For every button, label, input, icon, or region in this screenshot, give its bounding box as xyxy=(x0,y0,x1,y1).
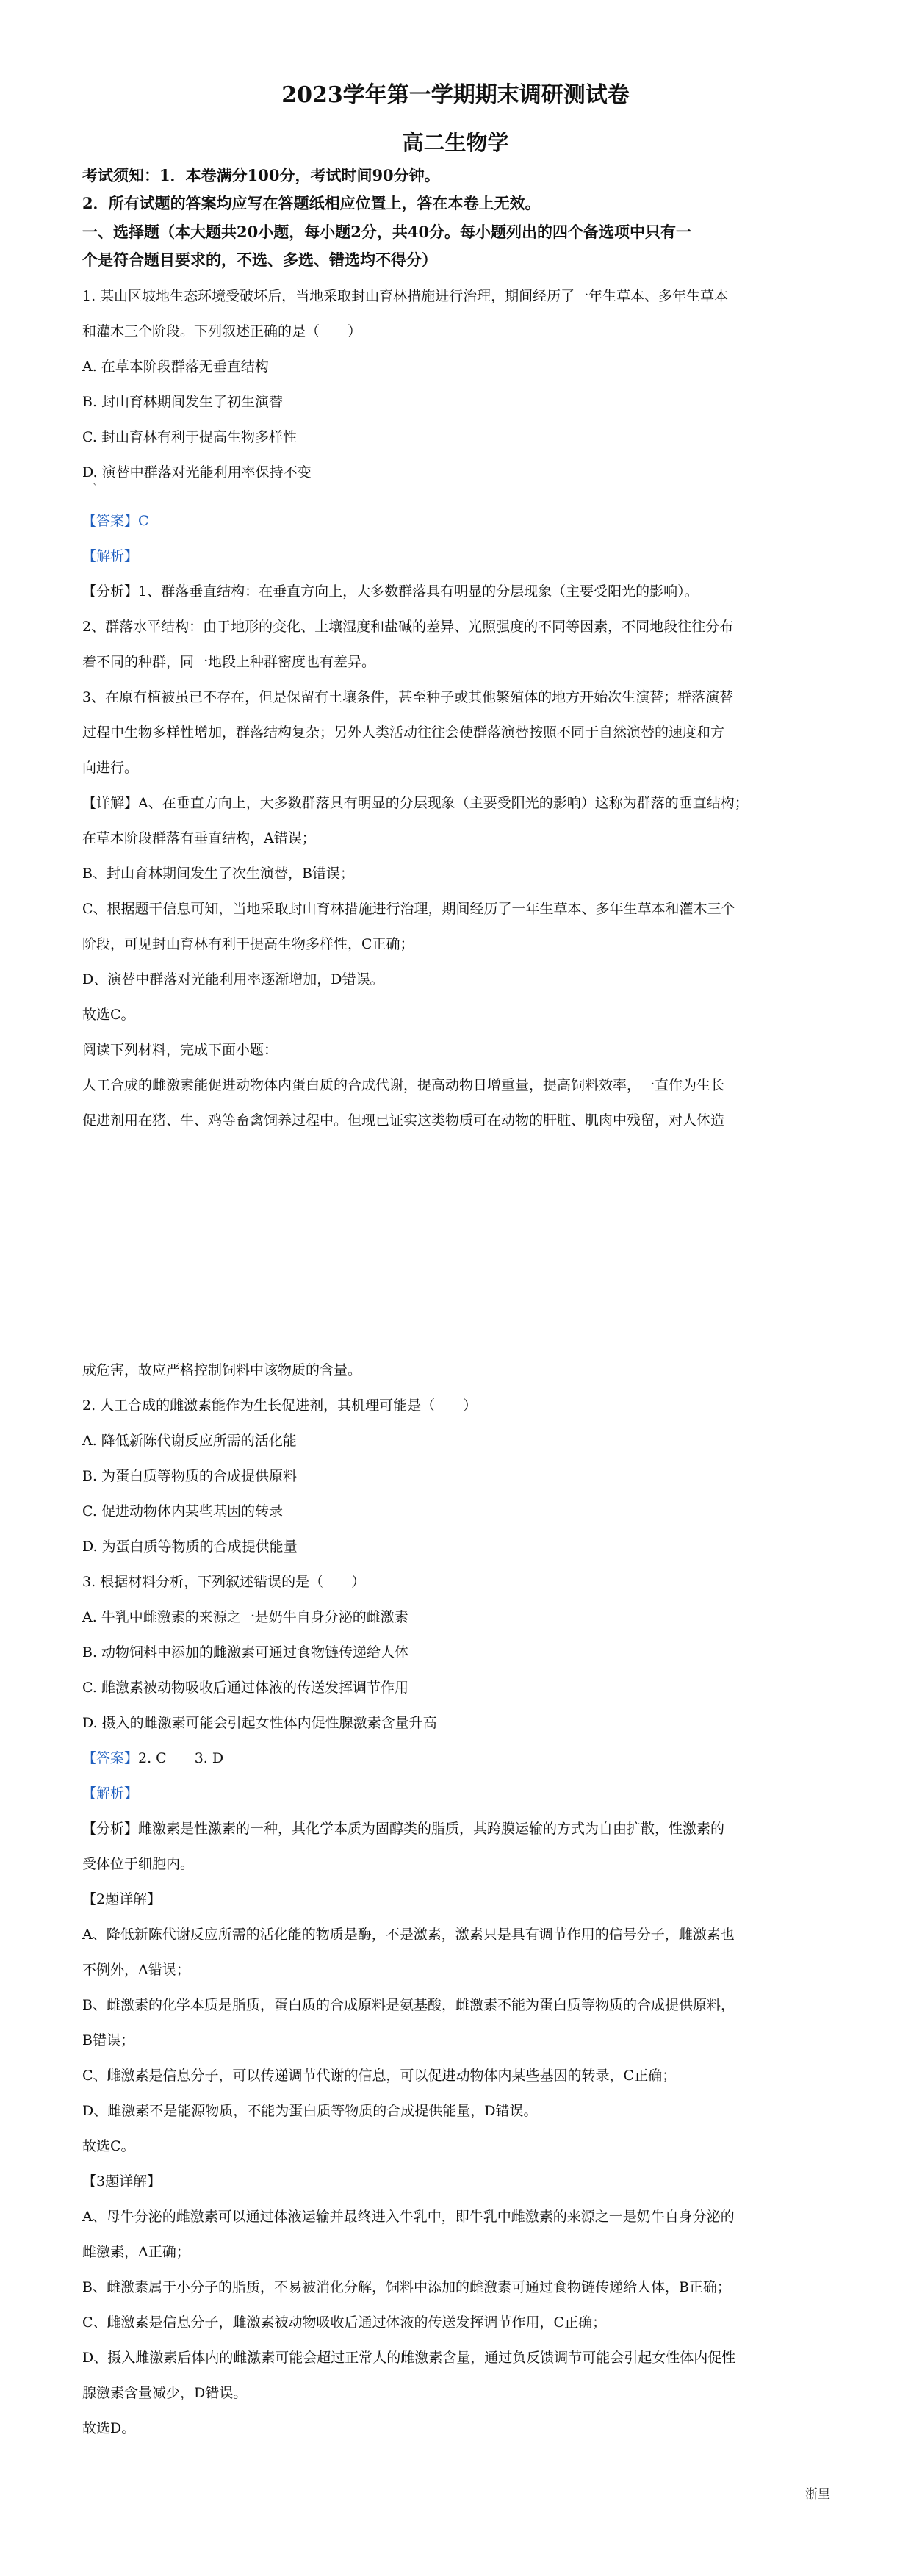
q1-analysis-tag: 【解析】 xyxy=(82,548,139,564)
q3-detail-6: 腺激素含量减少，D错误。 xyxy=(82,2385,248,2401)
material-para-3: 成危害，故应严格控制饲料中该物质的含量。 xyxy=(82,1362,362,1378)
q1-option-c: C. 封山育林有利于提高生物多样性 xyxy=(82,429,297,445)
q1-detail-3: B、封山育林期间发生了次生演替，B错误； xyxy=(82,866,354,882)
q1-detail-6: D、演替中群落对光能利用率逐渐增加，D错误。 xyxy=(82,971,384,987)
q3-option-a: A. 牛乳中雌激素的来源之一是奶牛自身分泌的雌激素 xyxy=(82,1609,408,1625)
q1-detail-5: 阶段，可见封山育林有利于提高生物多样性，C正确； xyxy=(82,936,414,952)
q3-option-d: D. 摄入的雌激素可能会引起女性体内促性腺激素含量升高 xyxy=(82,1715,437,1731)
q2-detail-5: C、雌激素是信息分子，可以传递调节代谢的信息，可以促进动物体内某些基因的转录，C正确； xyxy=(82,2068,677,2084)
q1-option-d: D. 演替中群落对光能利用率保持不变 xyxy=(82,464,312,481)
q2-detail-6: D、雌激素不是能源物质，不能为蛋白质等物质的合成提供能量，D错误。 xyxy=(82,2103,538,2119)
q1-analysis-4: 3、在原有植被虽已不存在，但是保留有土壤条件，甚至种子或其他繁殖体的地方开始次生演替；群落演替 xyxy=(82,689,734,705)
q2-stem: 2. 人工合成的雌激素能作为生长促进剂，其机理可能是（ ） xyxy=(82,1397,478,1414)
q2-option-b: B. 为蛋白质等物质的合成提供原料 xyxy=(82,1468,298,1484)
q2-detail-heading: 【2题详解】 xyxy=(82,1891,162,1907)
exam-title: 2023学年第一学期期末调研测试卷 xyxy=(281,82,630,108)
q3-detail-5: D、摄入雌激素后体内的雌激素可能会超过正常人的雌激素含量，通过负反馈调节可能会引起女性体内促性 xyxy=(82,2350,736,2366)
q3-detail-heading: 【3题详解】 xyxy=(82,2173,162,2190)
q3-detail-3: B、雌激素属于小分子的脂质，不易被消化分解，饲料中添加的雌激素可通过食物链传递给人体，B正确； xyxy=(82,2279,731,2295)
q1-stem-1: 1. 某山区坡地生态环境受破坏后，当地采取封山育林措施进行治理，期间经历了一年生草本、多年生草本 xyxy=(82,288,729,304)
q3-option-b: B. 动物饲料中添加的雌激素可通过食物链传递给人体 xyxy=(82,1644,409,1661)
q1-analysis-3: 着不同的种群，同一地段上种群密度也有差异。 xyxy=(82,654,376,670)
q2-detail-3: B、雌激素的化学本质是脂质，蛋白质的合成原料是氨基酸，雌激素不能为蛋白质等物质的合成提供原料， xyxy=(82,1997,735,2013)
q1-option-b: B. 封山育林期间发生了初生演替 xyxy=(82,394,284,410)
q23-analysis-1: 【分析】雌激素是性激素的一种，其化学本质为固醇类的脂质，其跨膜运输的方式为自由扩散，性激素的 xyxy=(82,1821,725,1837)
material-intro: 阅读下列材料，完成下面小题： xyxy=(82,1042,278,1058)
q1-option-a: A. 在草本阶段群落无垂直结构 xyxy=(82,359,269,375)
section-heading-2: 个是符合题目要求的，不选、多选、错选均不得分） xyxy=(82,251,437,269)
notice-line-2: 2．所有试题的答案均应写在答题纸相应位置上，答在本卷上无效。 xyxy=(82,194,541,212)
q1-analysis-2: 2、群落水平结构：由于地形的变化、土壤湿度和盐碱的差异、光照强度的不同等因素，不同地段往往分布 xyxy=(82,619,734,635)
stray-mark: ` xyxy=(93,483,98,494)
q3-stem: 3. 根据材料分析，下列叙述错误的是（ ） xyxy=(82,1574,366,1590)
q1-stem-2: 和灌木三个阶段。下列叙述正确的是（ ） xyxy=(82,323,362,339)
q2-detail-1: A、降低新陈代谢反应所需的活化能的物质是酶，不是激素，激素只是具有调节作用的信号分子，雌激素也 xyxy=(82,1926,735,1943)
q1-detail-2: 在草本阶段群落有垂直结构，A错误； xyxy=(82,830,316,846)
q1-analysis-1: 【分析】1、群落垂直结构：在垂直方向上，大多数群落具有明显的分层现象（主要受阳光的影响）。 xyxy=(82,583,699,600)
exam-subject: 高二生物学 xyxy=(402,130,509,155)
q2-detail-2: 不例外，A错误； xyxy=(82,1962,190,1978)
q2-option-a: A. 降低新陈代谢反应所需的活化能 xyxy=(82,1433,297,1449)
q2-detail-conclusion: 故选C。 xyxy=(82,2138,135,2154)
section-heading-1: 一、选择题（本大题共20小题，每小题2分，共40分。每小题列出的四个备选项中只有一 xyxy=(82,223,692,241)
q1-detail-1: 【详解】A、在垂直方向上，大多数群落具有明显的分层现象（主要受阳光的影响）这称为群落的垂直结构； xyxy=(82,795,749,811)
q3-detail-1: A、母牛分泌的雌激素可以通过体液运输并最终进入牛乳中，即牛乳中雌激素的来源之一是奶牛自身分泌的 xyxy=(82,2209,735,2225)
q2-detail-4: B错误； xyxy=(82,2032,134,2048)
material-para-1: 人工合成的雌激素能促进动物体内蛋白质的合成代谢，提高动物日增重量，提高饲料效率，一直作为生长 xyxy=(82,1077,725,1093)
page-footer: 浙里 xyxy=(805,2487,830,2502)
q1-analysis-5: 过程中生物多样性增加，群落结构复杂；另外人类活动往往会使群落演替按照不同于自然演替的速度和方 xyxy=(82,724,725,741)
q3-detail-2: 雌激素，A正确； xyxy=(82,2244,190,2260)
q23-analysis-2: 受体位于细胞内。 xyxy=(82,1856,195,1872)
q1-analysis-6: 向进行。 xyxy=(82,760,139,776)
q3-detail-conclusion: 故选D。 xyxy=(82,2420,136,2436)
q2-option-c: C. 促进动物体内某些基因的转录 xyxy=(82,1503,283,1519)
q2-option-d: D. 为蛋白质等物质的合成提供能量 xyxy=(82,1539,298,1555)
q23-answer xyxy=(82,1749,838,1768)
q1-answer: 【答案】C xyxy=(82,513,149,529)
q3-option-c: C. 雌激素被动物吸收后通过体液的传送发挥调节作用 xyxy=(82,1680,408,1696)
q23-answer-tag: 【答案】 xyxy=(82,1750,139,1766)
material-para-2: 促进剂用在猪、牛、鸡等畜禽饲养过程中。但现已证实这类物质可在动物的肝脏、肌肉中残留，对人体造 xyxy=(82,1112,725,1129)
q3-detail-4: C、雌激素是信息分子，雌激素被动物吸收后通过体液的传送发挥调节作用，C正确； xyxy=(82,2314,607,2331)
q23-answer-text: 2. C 3. D xyxy=(138,1750,224,1766)
notice-line-1: 考试须知：1．本卷满分100分，考试时间90分钟。 xyxy=(82,166,440,184)
q1-conclusion: 故选C。 xyxy=(82,1007,135,1023)
q23-analysis-tag: 【解析】 xyxy=(82,1785,139,1802)
q1-detail-4: C、根据题干信息可知，当地采取封山育林措施进行治理，期间经历了一年生草本、多年生草本和灌木三个 xyxy=(82,901,735,917)
